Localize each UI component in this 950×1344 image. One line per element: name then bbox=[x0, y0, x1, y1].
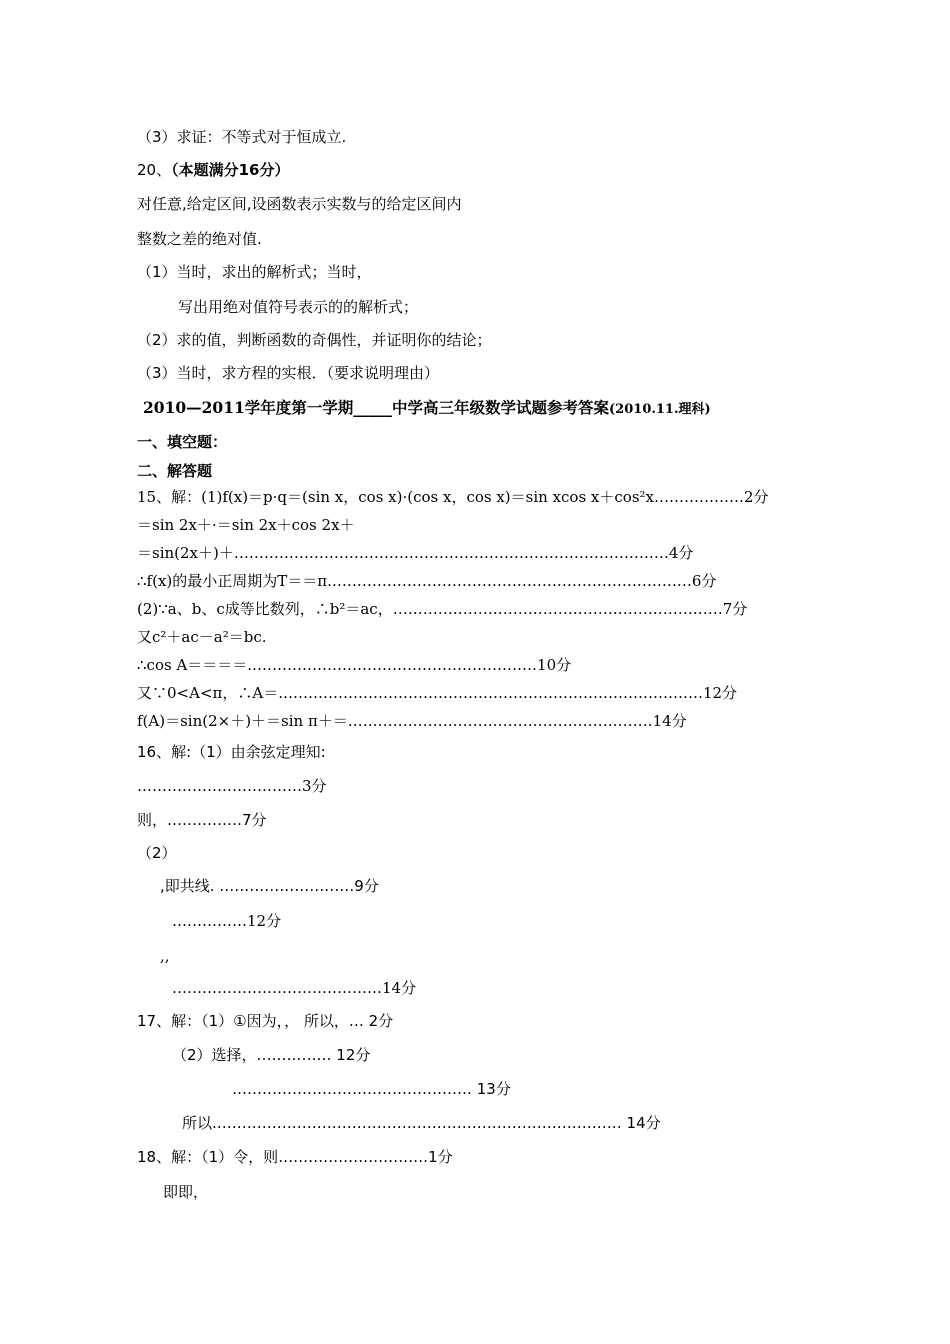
q20-score: （本题满分16分） bbox=[171, 161, 290, 179]
q20-part1a: （1）当时，求出的解析式；当时， bbox=[137, 263, 372, 281]
s17-line3: ………………………………………… 13分 bbox=[232, 1080, 511, 1098]
answer-title bbox=[143, 398, 711, 420]
s15-line4: ∴f(x)的最小正周期为T＝＝π.………………………………………………………………6分 bbox=[137, 572, 717, 590]
s16-line6: ……………12分 bbox=[172, 912, 282, 930]
q20-part1b: 写出用绝对值符号表示的的解析式； bbox=[178, 298, 419, 316]
s15-line2: ＝sin 2x＋·＝sin 2x＋cos 2x＋ bbox=[137, 516, 355, 534]
s16-line5: ,即共线. ………………………9分 bbox=[160, 877, 379, 895]
s18-line1: 18、解：（1）令，则…………………………1分 bbox=[137, 1148, 453, 1166]
answer-title-suffix: (2010.11.理科) bbox=[609, 402, 711, 417]
s16-line2: ……………………………3分 bbox=[137, 777, 327, 795]
q20-text-line2: 整数之差的绝对值. bbox=[137, 230, 262, 248]
s17-line4: 所以.……………………………………………………………………… 14分 bbox=[182, 1114, 661, 1132]
s15-line7: ∴cos A＝＝＝＝.…………………………………………………10分 bbox=[137, 656, 572, 674]
q20-text-line1: 对任意,给定区间,设函数表示实数与的给定区间内 bbox=[137, 195, 462, 213]
q20-number: 20、 bbox=[137, 161, 172, 179]
s18-line2: 即即， bbox=[163, 1183, 209, 1201]
s17-line2: （2）选择，…………… 12分 bbox=[172, 1046, 371, 1064]
q20-part3: （3）当时，求方程的实根．（要求说明理由） bbox=[137, 364, 440, 382]
s16-line4: （2） bbox=[137, 844, 177, 862]
q20-part2: （2）求的值，判断函数的奇偶性，并证明你的结论； bbox=[137, 331, 492, 349]
s16-line3: 则，……………7分 bbox=[137, 811, 267, 829]
s17-line1: 17、解：（1）①因为，， 所以，… 2分 bbox=[137, 1012, 394, 1030]
s15-line6: 又c²＋ac－a²＝bc. bbox=[137, 628, 267, 646]
section-solutions: 二、解答题 bbox=[137, 462, 213, 480]
s16-line7: ,, bbox=[160, 947, 170, 965]
answer-title-main: 2010—2011学年度第一学期_____中学高三年级数学试题参考答案 bbox=[143, 398, 610, 417]
s15-line8: 又∵0<A<π，∴A＝.…………………………………………………………………………12分 bbox=[137, 684, 738, 702]
s15-line1: 15、解：(1)f(x)＝p·q＝(sin x，cos x)·(cos x，cos x)＝sin xcos x＋cos²x………………2分 bbox=[137, 488, 769, 506]
q20-header bbox=[137, 160, 289, 180]
s16-line1: 16、解:（1）由余弦定理知: bbox=[137, 743, 326, 761]
section-fill-blank: 一、填空题： bbox=[137, 433, 228, 451]
s15-line3: ＝sin(2x＋)＋……………………………………………………………………………4分 bbox=[137, 544, 694, 562]
s15-line9: f(A)＝sin(2×＋)＋＝sin π＋＝.……………………………………………………14分 bbox=[137, 712, 687, 730]
s15-line5: (2)∵a、b、c成等比数列，∴b²＝ac，…………………………………………………………7分 bbox=[137, 600, 748, 618]
q19-part3: （3）求证：不等式对于恒成立. bbox=[137, 128, 347, 146]
s16-line8: ……………………………………14分 bbox=[172, 979, 417, 997]
